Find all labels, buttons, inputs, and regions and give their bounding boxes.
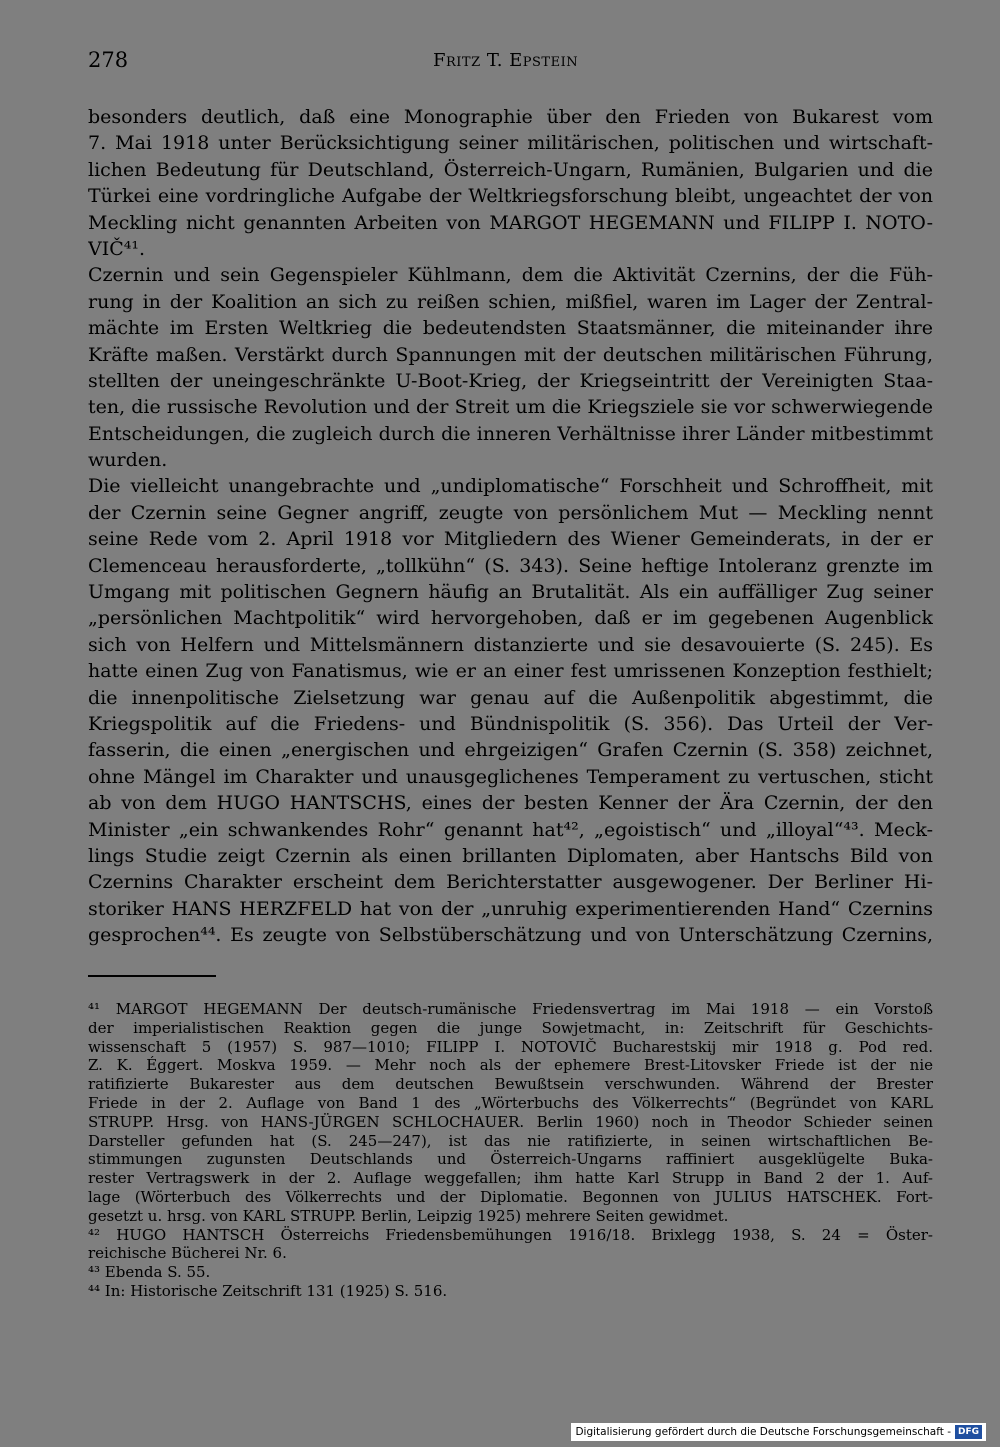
footnote-line: ⁴⁴ In: Historische Zeitschrift 131 (1925) S. 516. (88, 1281, 448, 1300)
footnote-line: rester Vertragswerk in der 2. Auflage weggefallen; ihm hatte Karl Strupp in Band 2 der 1. Auf- (88, 1169, 933, 1188)
footnote-line: stimmungen zugunsten Deutschlands und Österreich-Ungarns raffiniert ausgeklügelte Buka- (88, 1150, 933, 1169)
body-text-line: Umgang mit politischen Gegnern häufig an Brutalität. Als ein auffälliger Zug seiner (88, 581, 933, 604)
body-text-line: ten, die russische Revolution und der Streit um die Kriegsziele sie vor schwerwiegende (88, 396, 933, 419)
footnote-separator-rule (88, 975, 216, 977)
body-text-line: lichen Bedeutung für Deutschland, Österreich-Ungarn, Rumänien, Bulgarien und die (88, 158, 933, 181)
dfg-logo: DFG (955, 1425, 982, 1439)
footnote-line: lage (Wörterbuch des Völkerrechts und der Diplomatie. Begonnen von JULIUS HATSCHEK. Fort- (88, 1187, 933, 1206)
footnote-line: Darsteller gefunden hat (S. 245—247), ist das nie ratifizierte, in seinen wirtschaftlichen Be- (88, 1131, 933, 1150)
footnote-line: gesetzt u. hrsg. von KARL STRUPP. Berlin, Leipzig 1925) mehrere Seiten gewidmet. (88, 1206, 729, 1225)
digitization-credit-text: Digitalisierung gefördert durch die Deutsche Forschungsgemeinschaft - (575, 1426, 951, 1438)
body-text-line: Czernin und sein Gegenspieler Kühlmann, dem die Aktivität Czernins, der die Füh- (88, 264, 933, 287)
body-text-line: fasserin, die einen „energischen und ehrgeizigen“ Grafen Czernin (S. 358) zeichnet, (88, 739, 933, 762)
body-text-line: der Czernin seine Gegner angriff, zeugte von persönlichem Mut — Meckling nennt (88, 501, 933, 524)
footnote-line: ⁴³ Ebenda S. 55. (88, 1263, 211, 1282)
body-text-line: ab von dem HUGO HANTSCHS, eines der besten Kenner der Ära Czernin, der den (88, 792, 933, 815)
running-head: Fritz T. Epstein (433, 50, 579, 71)
body-text-line: mächte im Ersten Weltkrieg die bedeutendsten Staatsmänner, die miteinander ihre (88, 317, 933, 340)
footnote-line: der imperialistischen Reaktion gegen die junge Sowjetmacht, in: Zeitschrift für Geschichts- (88, 1018, 933, 1037)
body-text-line: die innenpolitische Zielsetzung war genau auf die Außenpolitik abgestimmt, die (88, 686, 933, 709)
body-text-line: storiker HANS HERZFELD hat von der „unruhig experimentierenden Hand“ Czernins (88, 897, 933, 920)
footnote-line: Z. K. Éggert. Moskva 1959. — Mehr noch als der ephemere Brest-Litovsker Friede ist der nie (88, 1056, 933, 1075)
footnote-line: wissenschaft 5 (1957) S. 987—1010; FILIPP I. NOTOVIČ Bucharestskij mir 1918 g. Pod red. (88, 1037, 933, 1056)
body-text-line: hatte einen Zug von Fanatismus, wie er an einer fest umrissenen Konzeption festhielt; (88, 660, 933, 683)
footnote-line: ⁴¹ MARGOT HEGEMANN Der deutsch-rumänische Friedensvertrag im Mai 1918 — ein Vorstoß (88, 1000, 933, 1018)
body-text-line: Entscheidungen, die zugleich durch die inneren Verhältnisse ihrer Länder mitbestimmt (88, 422, 933, 445)
footnotes (88, 1000, 933, 1301)
body-text-line: Minister „ein schwankendes Rohr“ genannt hat⁴², „egoistisch“ und „illoyal“⁴³. Meck- (88, 818, 933, 841)
body-text-line: seine Rede vom 2. April 1918 vor Mitgliedern des Wiener Gemeinderats, in der er (88, 528, 933, 551)
body-text-line: ohne Mängel im Charakter und unausgeglichenes Temperament zu vertuschen, sticht (88, 765, 933, 788)
footnote-line: reichische Bücherei Nr. 6. (88, 1244, 287, 1263)
body-text-line: stellten der uneingeschränkte U-Boot-Krieg, der Kriegseintritt der Vereinigten Staa- (88, 369, 933, 392)
body-text (88, 104, 933, 949)
body-text-line: Türkei eine vordringliche Aufgabe der Weltkriegsforschung bleibt, ungeachtet der von (88, 185, 933, 208)
body-text-line: lings Studie zeigt Czernin als einen brillanten Diplomaten, aber Hantschs Bild von (88, 844, 933, 867)
body-text-line: Clemenceau herausforderte, „tollkühn“ (S. 343). Seine heftige Intoleranz grenzte im (88, 554, 933, 577)
body-text-line: Kriegspolitik auf die Friedens- und Bündnispolitik (S. 356). Das Urteil der Ver- (88, 712, 933, 735)
body-text-line: Die vielleicht unangebrachte und „undiplomatische“ Forschheit und Schroffheit, mit (88, 475, 933, 498)
body-text-line: Czernins Charakter erscheint dem Berichterstatter ausgewogener. Der Berliner Hi- (88, 871, 933, 894)
footnote-line: Friede in der 2. Auflage von Band 1 des „Wörterbuchs des Völkerrechts“ (Begründet von KARL (88, 1093, 933, 1112)
body-text-line: gesprochen⁴⁴. Es zeugte von Selbstüberschätzung und von Unterschätzung Czernins, (88, 924, 933, 947)
body-text-line: wurden. (88, 449, 168, 472)
body-text-line: Kräfte maßen. Verstärkt durch Spannungen mit der deutschen militärischen Führung, (88, 343, 933, 366)
body-text-line: 7. Mai 1918 unter Berücksichtigung seiner militärischen, politischen und wirtschaft- (88, 132, 933, 155)
body-text-line: rung in der Koalition an sich zu reißen schien, mißfiel, waren im Lager der Zentral- (88, 290, 933, 313)
page-header (88, 48, 930, 78)
digitization-credit (571, 1423, 986, 1441)
body-text-line: „persönlichen Machtpolitik“ wird hervorgehoben, daß er im gegebenen Augenblick (88, 607, 933, 630)
body-text-line: sich von Helfern und Mittelsmännern distanzierte und sie desavouierte (S. 245). Es (88, 633, 933, 656)
page-number: 278 (88, 48, 129, 72)
body-text-line: VIČ⁴¹. (88, 237, 146, 260)
body-text-line: besonders deutlich, daß eine Monographie über den Frieden von Bukarest vom (88, 106, 933, 128)
body-text-line: Meckling nicht genannten Arbeiten von MARGOT HEGEMANN und FILIPP I. NOTO- (88, 211, 933, 234)
footnote-line: ⁴² HUGO HANTSCH Österreichs Friedensbemühungen 1916/18. Brixlegg 1938, S. 24 = Öster- (88, 1225, 933, 1244)
footnote-line: STRUPP. Hrsg. von HANS-JÜRGEN SCHLOCHAUER. Berlin 1960) noch in Theodor Schieder seinen (88, 1112, 933, 1131)
footnote-line: ratifizierte Bukarester aus dem deutschen Bewußtsein verschwunden. Während der Brester (88, 1075, 933, 1094)
